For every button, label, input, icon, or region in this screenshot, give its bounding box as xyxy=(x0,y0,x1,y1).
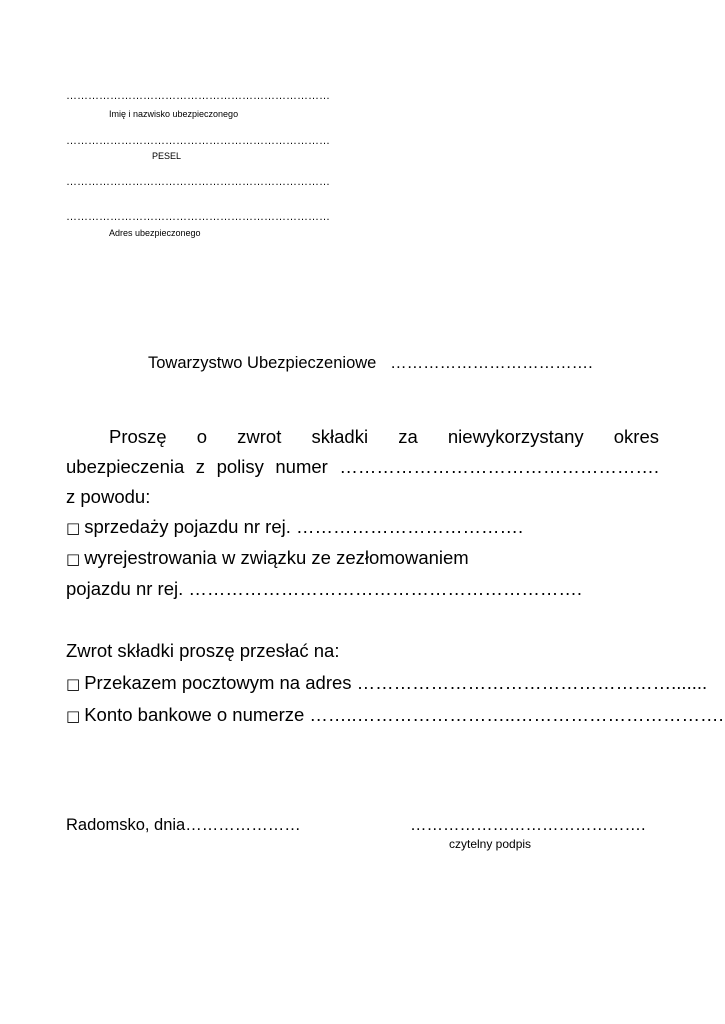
request-line-2 xyxy=(66,456,659,478)
word: składki xyxy=(311,426,369,447)
option-deregistration-label: wyrejestrowania w związku ze zezłomowaniem xyxy=(84,547,469,568)
signature-line: ……………………………………. xyxy=(410,816,646,834)
word: polisy xyxy=(216,456,264,477)
place-date: Radomsko, dnia………………… xyxy=(66,816,301,834)
option-sale xyxy=(66,512,523,543)
signature-caption: czytelny podpis xyxy=(449,837,532,851)
word: zwrot xyxy=(237,426,282,447)
word: numer xyxy=(275,456,328,477)
word: okres xyxy=(613,426,659,447)
checkbox-deregistration[interactable]: □ xyxy=(66,550,81,568)
pesel-field-line: ……………………………………………………………… xyxy=(66,135,330,147)
word: z xyxy=(195,456,206,477)
checkbox-bank[interactable]: □ xyxy=(66,707,81,725)
refund-option-postal-label: Przekazem pocztowym na adres ……………………………………………....... xyxy=(84,672,708,693)
checkbox-sale[interactable]: □ xyxy=(66,519,81,537)
option-sale-label: sprzedaży pojazdu nr rej. ………………………………. xyxy=(84,516,524,537)
address-field-line-2: ……………………………………………………………… xyxy=(66,211,330,223)
policy-number-dots: ……………………………………………. xyxy=(339,456,659,477)
request-line-1 xyxy=(66,426,659,448)
refund-option-bank xyxy=(66,700,724,731)
vehicle-registration-line: pojazdu nr rej. ………………………………………………………. xyxy=(66,578,583,599)
word: Proszę xyxy=(109,426,167,447)
insurer-full: Towarzystwo Ubezpieczeniowe ………………………………. xyxy=(148,354,593,372)
refund-option-bank-label: Konto bankowe o numerze ……..……………………..……………………………. xyxy=(84,704,724,725)
reason-label: z powodu: xyxy=(66,486,151,507)
name-caption: Imię i nazwisko ubezpieczonego xyxy=(109,109,239,119)
word: za xyxy=(398,426,418,447)
refund-title: Zwrot składki proszę przesłać na: xyxy=(66,640,340,661)
pesel-caption: PESEL xyxy=(152,151,182,161)
name-field-line: ……………………………………………………………… xyxy=(66,90,330,102)
word: o xyxy=(196,426,208,447)
refund-option-postal xyxy=(66,668,707,699)
word: niewykorzystany xyxy=(447,426,584,447)
address-caption: Adres ubezpieczonego xyxy=(109,228,201,238)
option-deregistration xyxy=(66,543,469,574)
word: ubezpieczenia xyxy=(66,456,185,477)
address-field-line-1: ……………………………………………………………… xyxy=(66,176,330,188)
checkbox-postal[interactable]: □ xyxy=(66,675,81,693)
insurer-line xyxy=(148,354,593,373)
